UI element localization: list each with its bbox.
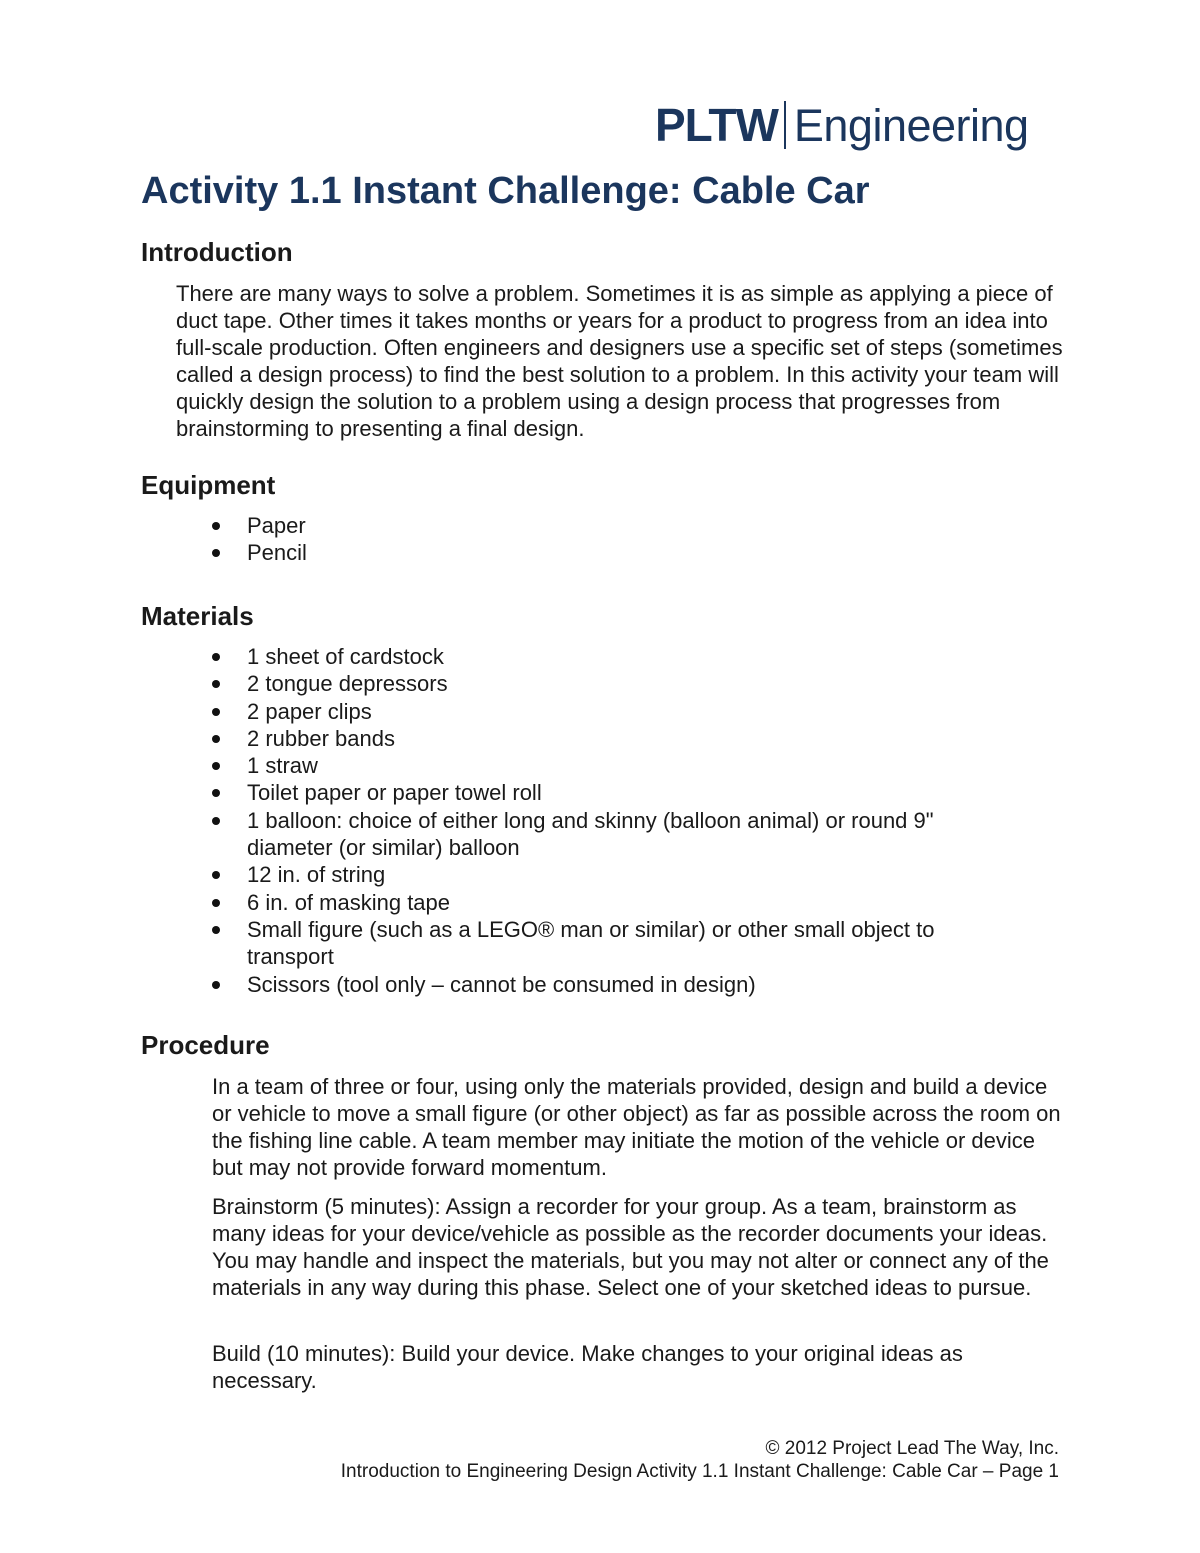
list-item: Scissors (tool only – cannot be consumed in design) (212, 971, 992, 998)
logo-divider (784, 101, 786, 149)
list-item: 1 balloon: choice of either long and skinny (balloon animal) or round 9" diameter (or similar) balloon (212, 807, 992, 862)
logo-brand: PLTW (655, 99, 778, 151)
materials-heading: Materials (141, 601, 254, 631)
introduction-heading: Introduction (141, 237, 293, 267)
list-item: Paper (212, 512, 1012, 539)
list-item: 1 straw (212, 752, 992, 779)
list-item: Toilet paper or paper towel roll (212, 779, 992, 806)
page-title: Activity 1.1 Instant Challenge: Cable Car (141, 170, 870, 212)
procedure-heading: Procedure (141, 1030, 270, 1060)
logo-sub: Engineering (793, 99, 1029, 151)
equipment-list (212, 512, 1012, 567)
list-item: 2 rubber bands (212, 725, 992, 752)
procedure-paragraph-3: Build (10 minutes): Build your device. Make changes to your original ideas as necessary. (212, 1341, 963, 1393)
footer-page-label: Introduction to Engineering Design Activity 1.1 Instant Challenge: Cable Car – Page 1 (340, 1461, 1059, 1482)
pltw-engineering-logo (655, 94, 1055, 156)
introduction-text: There are many ways to solve a problem. Sometimes it is as simple as applying a piece of duct tape. Other times it takes months or years for a product to progress from an idea into full-scale production. Often engineers and designers use a specific set of steps (sometimes called a design process) to find the best solution to a problem. In this activity your team will quickly design the solution to a problem using a design process that progresses from brainstorming to presenting a final design. (176, 281, 1063, 441)
equipment-heading: Equipment (141, 470, 276, 500)
procedure-paragraph-1: In a team of three or four, using only the materials provided, design and build a device or vehicle to move a small figure (or other object) as far as possible across the room on the fishing line cable. A team member may initiate the motion of the vehicle or device but may not provide forward momentum. (212, 1074, 1061, 1180)
list-item: 12 in. of string (212, 861, 992, 888)
list-item: 1 sheet of cardstock (212, 643, 992, 670)
list-item: 6 in. of masking tape (212, 889, 992, 916)
list-item: Small figure (such as a LEGO® man or similar) or other small object to transport (212, 916, 992, 971)
list-item: 2 paper clips (212, 698, 992, 725)
materials-list (212, 643, 992, 998)
list-item: 2 tongue depressors (212, 670, 992, 697)
procedure-paragraph-2: Brainstorm (5 minutes): Assign a recorder for your group. As a team, brainstorm as many ideas for your device/vehicle as possible as the recorder documents your ideas. You may handle and inspect the materials, but you may not alter or connect any of the materials in any way during this phase. Select one of your sketched ideas to pursue. (212, 1194, 1049, 1300)
list-item: Pencil (212, 539, 1012, 566)
footer-copyright: © 2012 Project Lead The Way, Inc. (765, 1438, 1059, 1459)
